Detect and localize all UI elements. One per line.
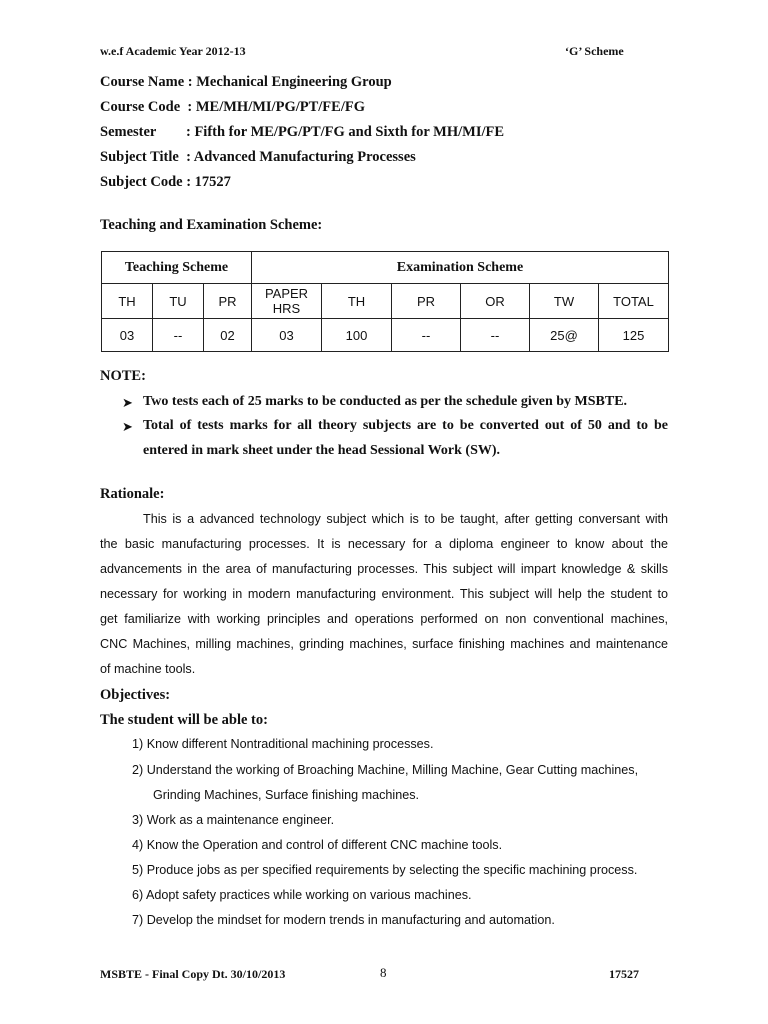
value-pr: 02 [204, 319, 252, 352]
objective-item: 5) Produce jobs as per specified requirements by selecting the specific machining process. [132, 863, 638, 877]
column-header-exam-th: TH [322, 284, 392, 319]
value-th: 03 [102, 319, 153, 352]
value-total: 125 [599, 319, 669, 352]
objective-item: 4) Know the Operation and control of different CNC machine tools. [132, 838, 503, 852]
column-header-pr: PR [204, 284, 252, 319]
note-item-1: Two tests each of 25 marks to be conducted as per the schedule given by MSBTE. [143, 394, 628, 409]
rationale-paragraph [100, 507, 668, 682]
note-item-2: Total of tests marks for all theory subjects are to be converted out of 50 and to be [143, 418, 668, 433]
scheme-values-row [102, 319, 669, 352]
objectives-subheading: The student will be able to: [100, 712, 268, 728]
column-header-tw: TW [530, 284, 599, 319]
value-exam-th: 100 [322, 319, 392, 352]
rationale-line: CNC Machines, milling machines, grinding machines, surface finishing machines and maintenance [100, 637, 668, 651]
subject-title: Subject Title : Advanced Manufacturing Processes [100, 149, 416, 165]
header-scheme: ‘G’ Scheme [565, 44, 624, 58]
rationale-heading: Rationale: [100, 486, 165, 502]
value-tw: 25@ [530, 319, 599, 352]
value-exam-pr: -- [392, 319, 461, 352]
note-item-2-cont: entered in mark sheet under the head Sessional Work (SW). [143, 443, 501, 458]
scheme-table [101, 251, 669, 352]
semester-value: : Fifth for ME/PG/PT/FG and Sixth for MH/MI/FE [186, 124, 505, 140]
arrow-bullet-icon: ➤ [122, 419, 133, 434]
rationale-line: of machine tools. [100, 662, 196, 676]
objective-item: 1) Know different Nontraditional machining processes. [132, 737, 434, 751]
semester-label: Semester [100, 124, 157, 140]
column-header-th: TH [102, 284, 153, 319]
header-academic-year: w.e.f Academic Year 2012-13 [100, 44, 246, 58]
column-header-paper-hrs: PAPER HRS [252, 284, 322, 319]
subject-code: Subject Code : 17527 [100, 174, 231, 190]
course-name: Course Name : Mechanical Engineering Group [100, 74, 392, 90]
arrow-bullet-icon: ➤ [122, 395, 133, 410]
scheme-group-row [102, 252, 669, 284]
column-header-or: OR [461, 284, 530, 319]
footer-final-copy: MSBTE - Final Copy Dt. 30/10/2013 [100, 967, 286, 981]
rationale-line: This is a advanced technology subject which is to be taught, after getting conversant with [143, 512, 668, 526]
rationale-line: advancements in the area of manufacturing processes. This subject will impart knowledge & skills [100, 562, 668, 576]
scheme-heading: Teaching and Examination Scheme: [100, 217, 323, 233]
footer-subject-code: 17527 [609, 967, 639, 981]
value-or: -- [461, 319, 530, 352]
column-header-tu: TU [153, 284, 204, 319]
course-code: Course Code : ME/MH/MI/PG/PT/FE/FG [100, 99, 366, 115]
rationale-line: get familiarize with working principles and operations performed on non conventional machines, [100, 612, 668, 626]
examination-scheme-header: Examination Scheme [252, 252, 669, 284]
rationale-line: necessary for working in modern manufacturing environment. This subject will help the student to [100, 587, 668, 601]
objective-item: 6) Adopt safety practices while working on various machines. [132, 888, 472, 902]
objective-item-cont: Grinding Machines, Surface finishing machines. [153, 788, 419, 802]
objective-item: 7) Develop the mindset for modern trends in manufacturing and automation. [132, 913, 555, 927]
objective-item: 3) Work as a maintenance engineer. [132, 813, 335, 827]
value-tu: -- [153, 319, 204, 352]
value-paper-hrs: 03 [252, 319, 322, 352]
scheme-column-row [102, 284, 669, 319]
note-heading: NOTE: [100, 368, 146, 384]
objectives-heading: Objectives: [100, 687, 171, 703]
page-number: 8 [380, 965, 387, 980]
column-header-total: TOTAL [599, 284, 669, 319]
column-header-exam-pr: PR [392, 284, 461, 319]
rationale-line: the basic manufacturing processes. It is necessary for a diploma engineer to know about the [100, 537, 668, 551]
objective-item: 2) Understand the working of Broaching Machine, Milling Machine, Gear Cutting machines, [132, 763, 639, 777]
teaching-scheme-header: Teaching Scheme [102, 252, 252, 284]
